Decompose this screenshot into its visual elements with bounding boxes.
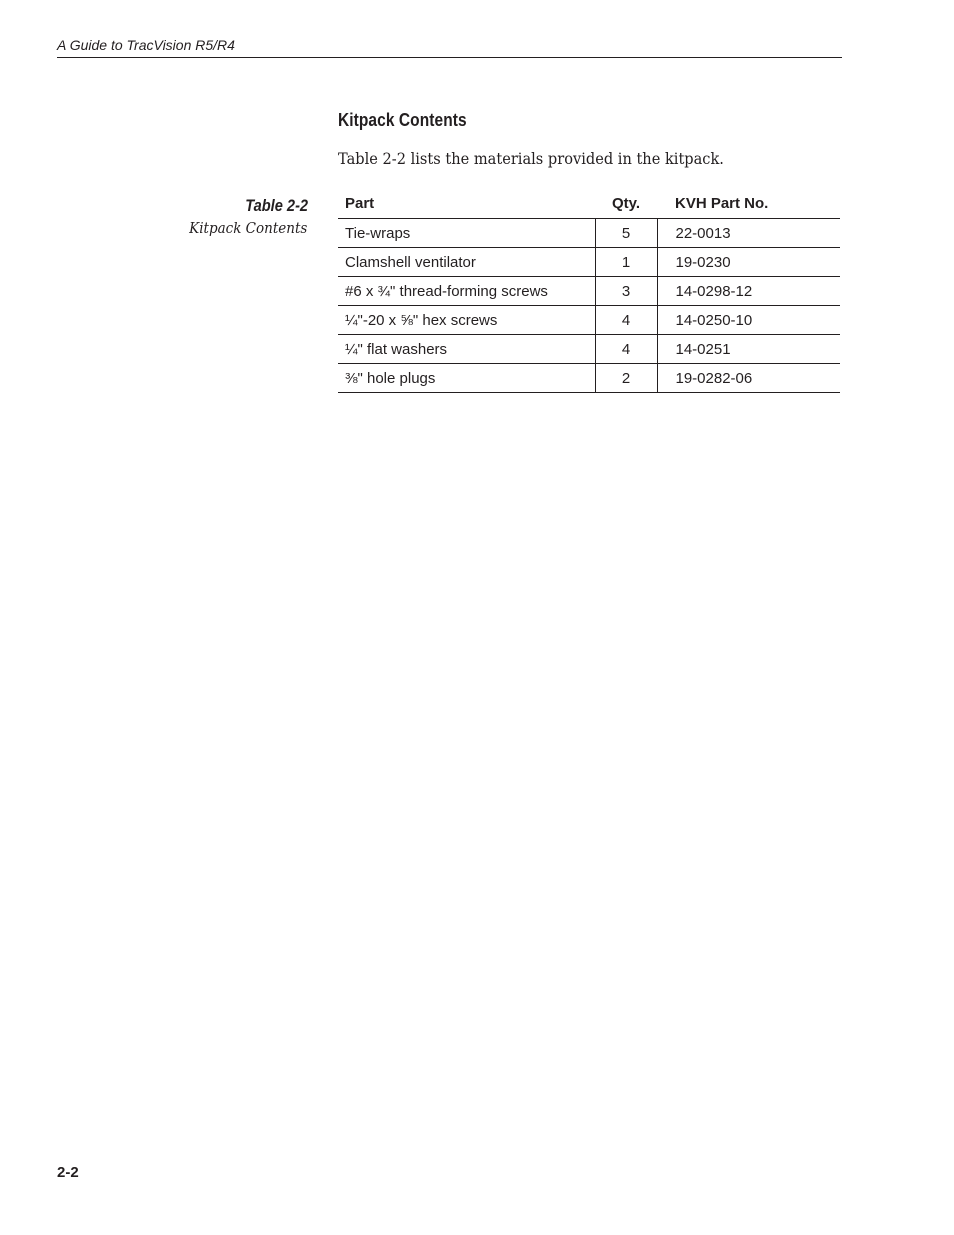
cell-kvh-part-no: 22-0013 — [657, 219, 840, 248]
intro-paragraph: Table 2-2 lists the materials provided in the kitpack. — [338, 150, 724, 168]
cell-part: ¼"-20 x ⅝" hex screws — [338, 306, 595, 335]
table-row — [338, 219, 840, 248]
column-header-kvh-part-no: KVH Part No. — [657, 189, 840, 219]
cell-qty: 4 — [595, 306, 657, 335]
column-header-part: Part — [338, 189, 595, 219]
table-caption-number: Table 2-2 — [245, 196, 308, 215]
cell-kvh-part-no: 19-0282-06 — [657, 364, 840, 393]
cell-kvh-part-no: 14-0251 — [657, 335, 840, 364]
cell-qty: 4 — [595, 335, 657, 364]
running-header: A Guide to TracVision R5/R4 — [57, 37, 235, 53]
column-header-qty: Qty. — [595, 189, 657, 219]
cell-part: Tie-wraps — [338, 219, 595, 248]
cell-kvh-part-no: 14-0298-12 — [657, 277, 840, 306]
table-row — [338, 306, 840, 335]
table-header-row — [338, 189, 840, 219]
table-row — [338, 277, 840, 306]
cell-qty: 5 — [595, 219, 657, 248]
cell-part: ⅜" hole plugs — [338, 364, 595, 393]
table-row — [338, 335, 840, 364]
cell-kvh-part-no: 19-0230 — [657, 248, 840, 277]
cell-kvh-part-no: 14-0250-10 — [657, 306, 840, 335]
section-heading: Kitpack Contents — [338, 110, 467, 130]
kitpack-contents-table — [338, 189, 840, 393]
header-rule — [57, 57, 842, 58]
cell-part: Clamshell ventilator — [338, 248, 595, 277]
cell-qty: 1 — [595, 248, 657, 277]
cell-part: #6 x ¾" thread-forming screws — [338, 277, 595, 306]
table-row — [338, 248, 840, 277]
page-number: 2-2 — [57, 1164, 79, 1181]
cell-part: ¼" flat washers — [338, 335, 595, 364]
table-row — [338, 364, 840, 393]
cell-qty: 3 — [595, 277, 657, 306]
cell-qty: 2 — [595, 364, 657, 393]
table-caption-title: Kitpack Contents — [188, 219, 307, 237]
